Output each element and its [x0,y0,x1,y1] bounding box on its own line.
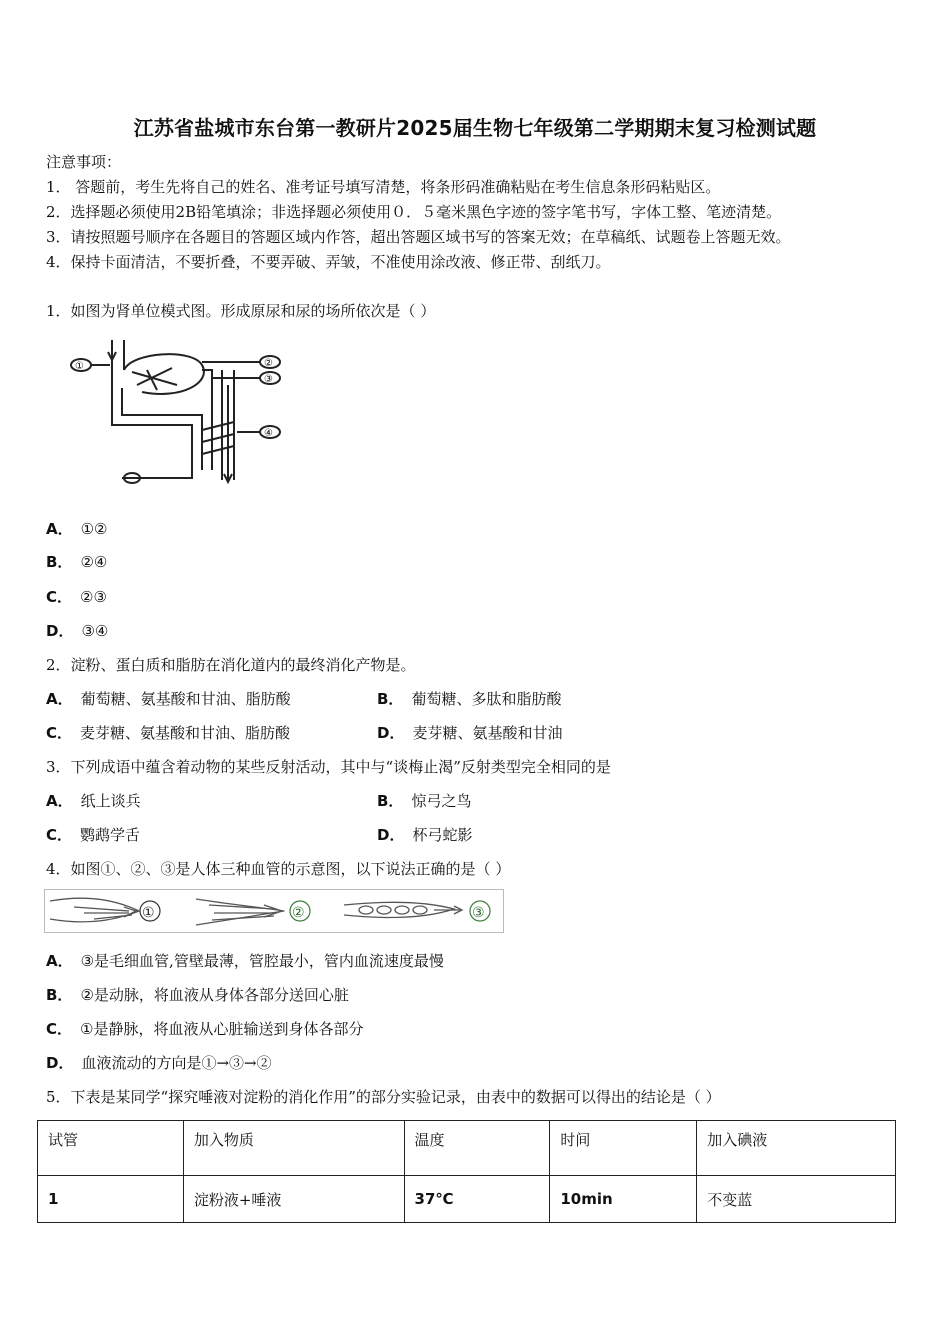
question-2-stem: 2．淀粉、蛋白质和脂肪在消化道内的最终消化产物是。 [46,656,416,674]
option-d: D． 麦芽糖、氨基酸和甘油 [377,724,563,742]
option-a: A． ③是毛细血管,管壁最薄，管腔最小，管内血流速度最慢 [46,952,444,970]
option-d: D． 杯弓蛇影 [377,826,473,844]
table-header-cell: 时间 [550,1121,697,1176]
option-a: A． ①② [46,520,108,538]
table-row [38,1176,896,1223]
figure-label-4: ④ [264,428,273,439]
table-cell: 10min [550,1176,697,1223]
question-4-stem: 4．如图①、②、③是人体三种血管的示意图，以下说法正确的是（ ） [46,860,511,878]
question-3-stem: 3．下列成语中蕴含着动物的某些反射活动，其中与“谈梅止渴”反射类型完全相同的是 [46,758,611,776]
nephron-diagram [62,330,294,490]
experiment-table [37,1120,896,1223]
table-cell: 1 [38,1176,184,1223]
option-d: D． ③④ [46,622,109,640]
notice-heading: 注意事项： [46,153,122,171]
table-header-cell: 加入碘液 [697,1121,896,1176]
option-a: A． 纸上谈兵 [46,792,141,810]
figure-label-3: ③ [472,905,485,921]
figure-label-1: ① [75,361,84,372]
table-header-row [38,1121,896,1176]
notice-item: 4．保持卡面清洁，不要折叠，不要弄破、弄皱，不准使用涂改液、修正带、刮纸刀。 [46,253,611,271]
notice-item: 3．请按照题号顺序在各题目的答题区域内作答，超出答题区域书写的答案无效；在草稿纸、试题卷上答题无效。 [46,228,791,246]
option-b: B． ②④ [46,553,108,571]
option-b: B． 葡萄糖、多肽和脂肪酸 [377,690,562,708]
notice-item: 1． 答题前，考生先将自己的姓名、准考证号填写清楚，将条形码准确粘贴在考生信息条形码粘贴区。 [46,178,721,196]
table-header-cell: 温度 [404,1121,550,1176]
question-1-stem: 1．如图为肾单位模式图。形成原尿和尿的场所依次是（ ） [46,302,436,320]
option-c: C． 麦芽糖、氨基酸和甘油、脂肪酸 [46,724,291,742]
notice-item: 2．选择题必须使用2B铅笔填涂；非选择题必须使用０．５毫米黑色字迹的签字笔书写，字体工整、笔迹清楚。 [46,203,782,221]
table-header-cell: 试管 [38,1121,184,1176]
figure-label-2: ② [292,905,305,921]
figure-label-2: ② [264,358,273,369]
option-b: B． ②是动脉，将血液从身体各部分送回心脏 [46,986,349,1004]
question-5-stem: 5．下表是某同学“探究唾液对淀粉的消化作用”的部分实验记录，由表中的数据可以得出的结论是（ ） [46,1088,721,1106]
table-header-cell: 加入物质 [183,1121,404,1176]
option-a: A． 葡萄糖、氨基酸和甘油、脂肪酸 [46,690,291,708]
table-cell: 不变蓝 [697,1176,896,1223]
table-cell: 37℃ [404,1176,550,1223]
figure-label-3: ③ [264,374,273,385]
figure-label-1: ① [142,905,155,921]
table-cell: 淀粉液+唾液 [183,1176,404,1223]
option-c: C． 鹦鹉学舌 [46,826,141,844]
option-c: C． ①是静脉，将血液从心脏输送到身体各部分 [46,1020,364,1038]
option-d: D． 血液流动的方向是①→③→② [46,1054,272,1072]
option-c: C． ②③ [46,588,107,606]
option-b: B． 惊弓之鸟 [377,792,472,810]
page-title: 江苏省盐城市东台第一教研片2025届生物七年级第二学期期末复习检测试题 [133,116,817,140]
blood-vessel-diagram [44,889,504,933]
